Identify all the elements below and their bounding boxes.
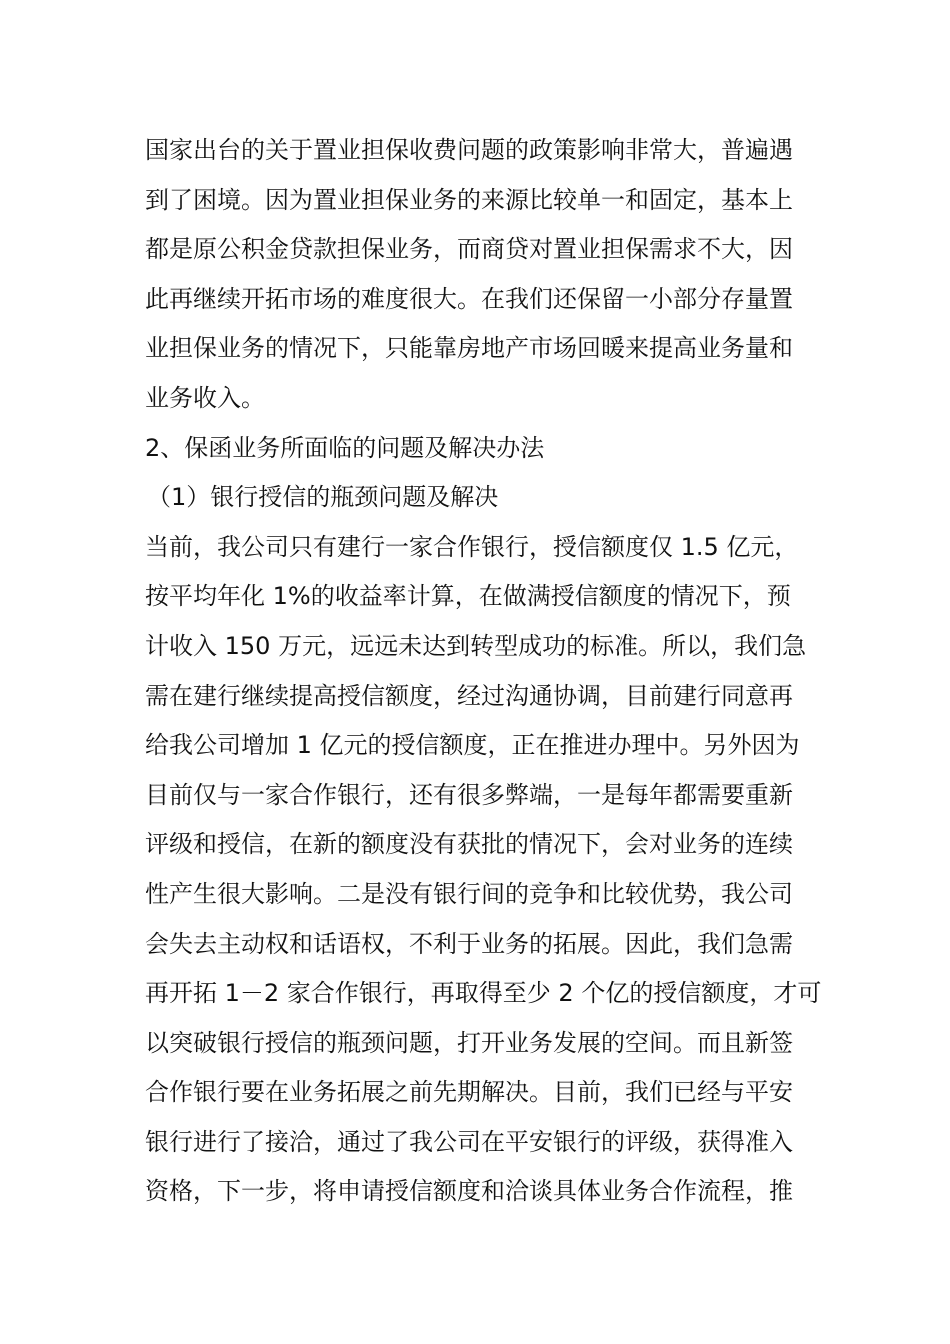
paragraph-line: 性产生很大影响。二是没有银行间的竞争和比较优势，我公司 [145, 879, 793, 908]
paragraph-line: 需在建行继续提高授信额度，经过沟通协调，目前建行同意再 [145, 681, 793, 710]
paragraph-line: 合作银行要在业务拓展之前先期解决。目前，我们已经与平安 [145, 1078, 793, 1107]
paragraph-line: 业担保业务的情况下，只能靠房地产市场回暖来提高业务量和 [145, 334, 793, 363]
paragraph-line: 业务收入。 [145, 383, 265, 412]
paragraph-line: 到了困境。因为置业担保业务的来源比较单一和固定，基本上 [145, 185, 793, 214]
section-heading: 2、保函业务所面临的问题及解决办法 [145, 433, 545, 462]
paragraph-line: 目前仅与一家合作银行，还有很多弊端，一是每年都需要重新 [145, 780, 793, 809]
document-body [145, 126, 822, 1217]
paragraph-line: 以突破银行授信的瓶颈问题，打开业务发展的空间。而且新签 [145, 1028, 793, 1057]
paragraph-line: 资格，下一步，将申请授信额度和洽谈具体业务合作流程，推 [145, 1177, 793, 1206]
paragraph-line: 当前，我公司只有建行一家合作银行，授信额度仅 1.5 亿元， [145, 532, 799, 561]
paragraph-line: 此再继续开拓市场的难度很大。在我们还保留一小部分存量置 [145, 284, 793, 313]
paragraph-line: 计收入 150 万元，远远未达到转型成功的标准。所以，我们急 [145, 631, 807, 660]
subsection-heading: （1）银行授信的瓶颈问题及解决 [147, 483, 499, 512]
paragraph-line: 国家出台的关于置业担保收费问题的政策影响非常大，普遍遇 [145, 136, 793, 164]
paragraph-line: 都是原公积金贷款担保业务，而商贷对置业担保需求不大，因 [145, 235, 793, 264]
paragraph-line: 银行进行了接洽，通过了我公司在平安银行的评级，获得准入 [145, 1127, 793, 1156]
paragraph-line: 评级和授信，在新的额度没有获批的情况下，会对业务的连续 [145, 830, 793, 859]
paragraph-line: 给我公司增加 1 亿元的授信额度，正在推进办理中。另外因为 [145, 731, 800, 760]
paragraph-line: 会失去主动权和话语权，不利于业务的拓展。因此，我们急需 [145, 929, 793, 958]
paragraph-line: 按平均年化 1%的收益率计算，在做满授信额度的情况下，预 [145, 582, 791, 611]
paragraph-line: 再开拓 1－2 家合作银行，再取得至少 2 个亿的授信额度，才可 [145, 979, 822, 1008]
